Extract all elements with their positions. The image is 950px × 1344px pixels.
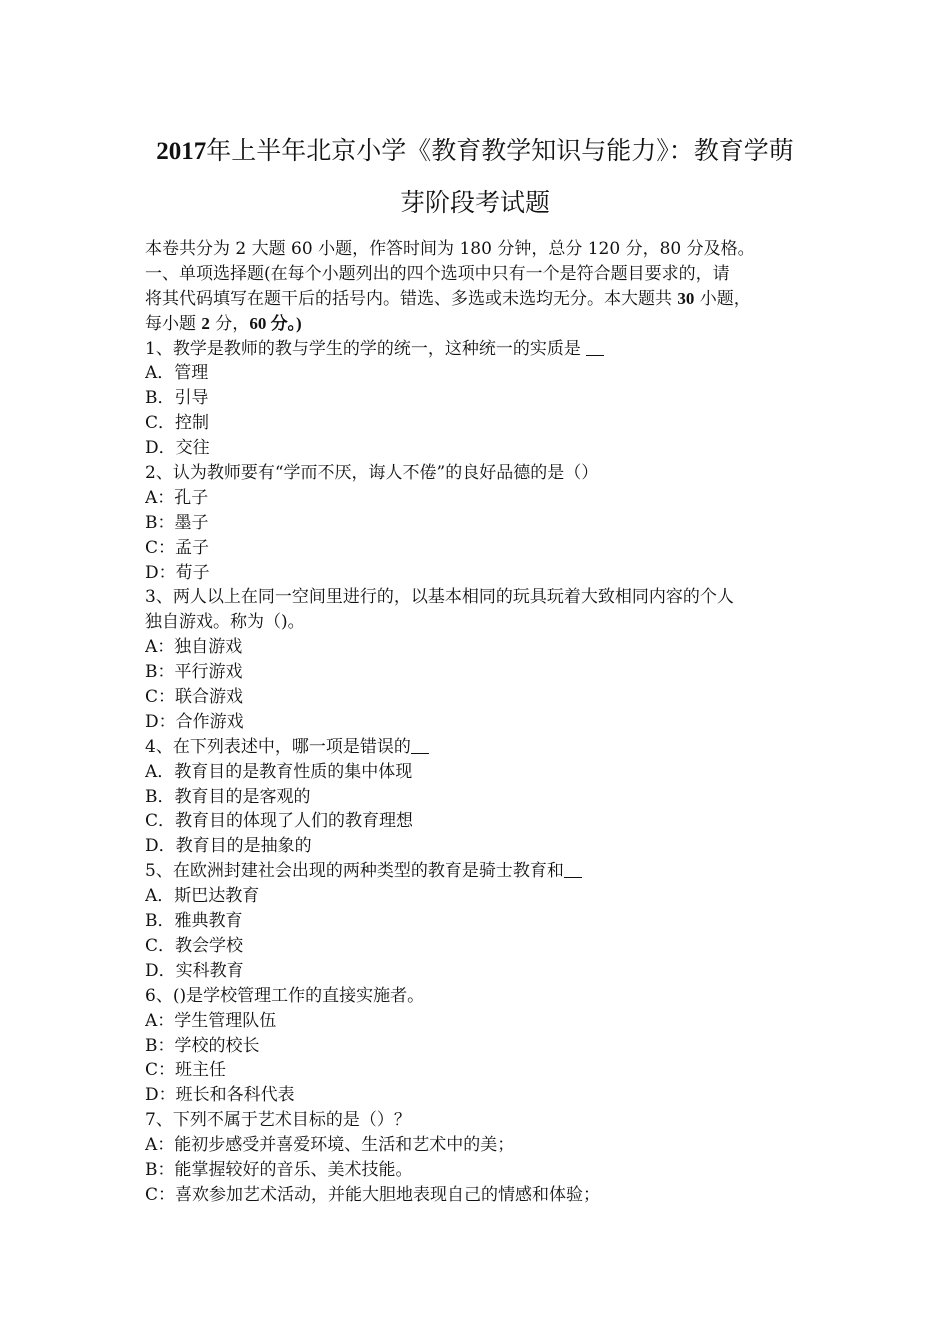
section-heading-line-1: 一、单项选择题(在每个小题列出的四个选项中只有一个是符合题目要求的，请: [145, 263, 730, 284]
question-3-stem-line-2: 独自游戏。称为（)。: [145, 612, 305, 633]
question-6-option-c: C：班主任: [145, 1060, 227, 1081]
question-1-option-d: D．交往: [145, 438, 210, 459]
answer-blank: [564, 861, 582, 878]
question-7-option-b: B：能掌握较好的音乐、美术技能。: [145, 1159, 413, 1180]
question-5-option-a: A．斯巴达教育: [145, 886, 260, 907]
section-text: 将其代码填写在题干后的括号内。错选、多选或未选均无分。本大题共: [145, 288, 678, 309]
question-2-stem: 2、认为教师要有“学而不厌，诲人不倦”的良好品德的是（）: [145, 463, 599, 484]
question-text: 5、在欧洲封建社会出现的两种类型的教育是骑士教育和: [145, 861, 564, 882]
points-per-question: 2: [201, 313, 210, 333]
question-4-stem: [145, 735, 813, 760]
question-5-option-c: C．教会学校: [145, 935, 244, 956]
section-total-points: 60: [249, 313, 267, 333]
question-2-option-b: B：墨子: [145, 512, 209, 533]
question-3-option-d: D：合作游戏: [145, 711, 244, 732]
section-text: 每小题: [145, 313, 202, 334]
question-5-stem: [145, 859, 813, 884]
answer-blank: [586, 339, 604, 356]
question-6-option-a: A：学生管理队伍: [145, 1010, 277, 1031]
question-1-option-c: C．控制: [145, 413, 210, 434]
question-6-option-b: B：学校的校长: [145, 1035, 260, 1056]
answer-blank: [411, 737, 429, 754]
section-text: 分。): [266, 313, 302, 333]
question-6-option-d: D：班长和各科代表: [145, 1085, 295, 1106]
question-7-option-a: A：能初步感受并喜爱环境、生活和艺术中的美；: [145, 1135, 515, 1156]
question-4-option-b: B．教育目的是客观的: [145, 786, 311, 807]
document-title-line-1: [100, 126, 850, 177]
question-7-stem: 7、下列不属于艺术目标的是（）？: [145, 1110, 411, 1131]
document-body: [145, 237, 813, 1208]
section-heading-line-2: [145, 287, 813, 312]
section-heading-line-3: [145, 312, 813, 337]
question-text: 1、教学是教师的教与学生的学的统一，这种统一的实质是: [145, 338, 587, 359]
section-text: 小题，: [694, 288, 751, 309]
question-5-option-d: D．实科教育: [145, 960, 244, 981]
section-text: 分，: [209, 313, 250, 334]
question-4-option-c: C．教育目的体现了人们的教育理想: [145, 811, 414, 832]
question-6-stem: 6、()是学校管理工作的直接实施者。: [145, 985, 425, 1006]
title-year: 2017: [156, 138, 207, 165]
question-text: 4、在下列表述中，哪一项是错误的: [145, 736, 411, 757]
question-1-stem: [145, 337, 813, 362]
question-5-option-b: B．雅典教育: [145, 911, 243, 932]
question-4-option-d: D．教育目的是抽象的: [145, 836, 312, 857]
document-title-line-2: 芽阶段考试题: [399, 188, 550, 217]
question-4-option-a: A．教育目的是教育性质的集中体现: [145, 761, 413, 782]
question-1-option-a: A．管理: [145, 363, 209, 384]
title-text: 年上半年北京小学《教育教学知识与能力》：教育学萌: [206, 136, 794, 165]
question-3-option-b: B：平行游戏: [145, 662, 243, 683]
question-2-option-c: C：孟子: [145, 537, 210, 558]
question-2-option-a: A：孔子: [145, 487, 209, 508]
question-7-option-c: C：喜欢参加艺术活动，并能大胆地表现自己的情感和体验；: [145, 1184, 601, 1205]
question-1-option-b: B．引导: [145, 388, 209, 409]
exam-intro: 本卷共分为 2 大题 60 小题，作答时间为 180 分钟，总分 120 分，80 分及格。: [145, 239, 755, 259]
question-3-stem-line-1: 3、两人以上在同一空间里进行的，以基本相同的玩具玩着大致相同内容的个人: [145, 587, 734, 608]
question-3-option-c: C：联合游戏: [145, 687, 244, 708]
question-2-option-d: D：荀子: [145, 562, 210, 583]
question-count: 30: [677, 288, 695, 308]
question-3-option-a: A：独自游戏: [145, 637, 243, 658]
